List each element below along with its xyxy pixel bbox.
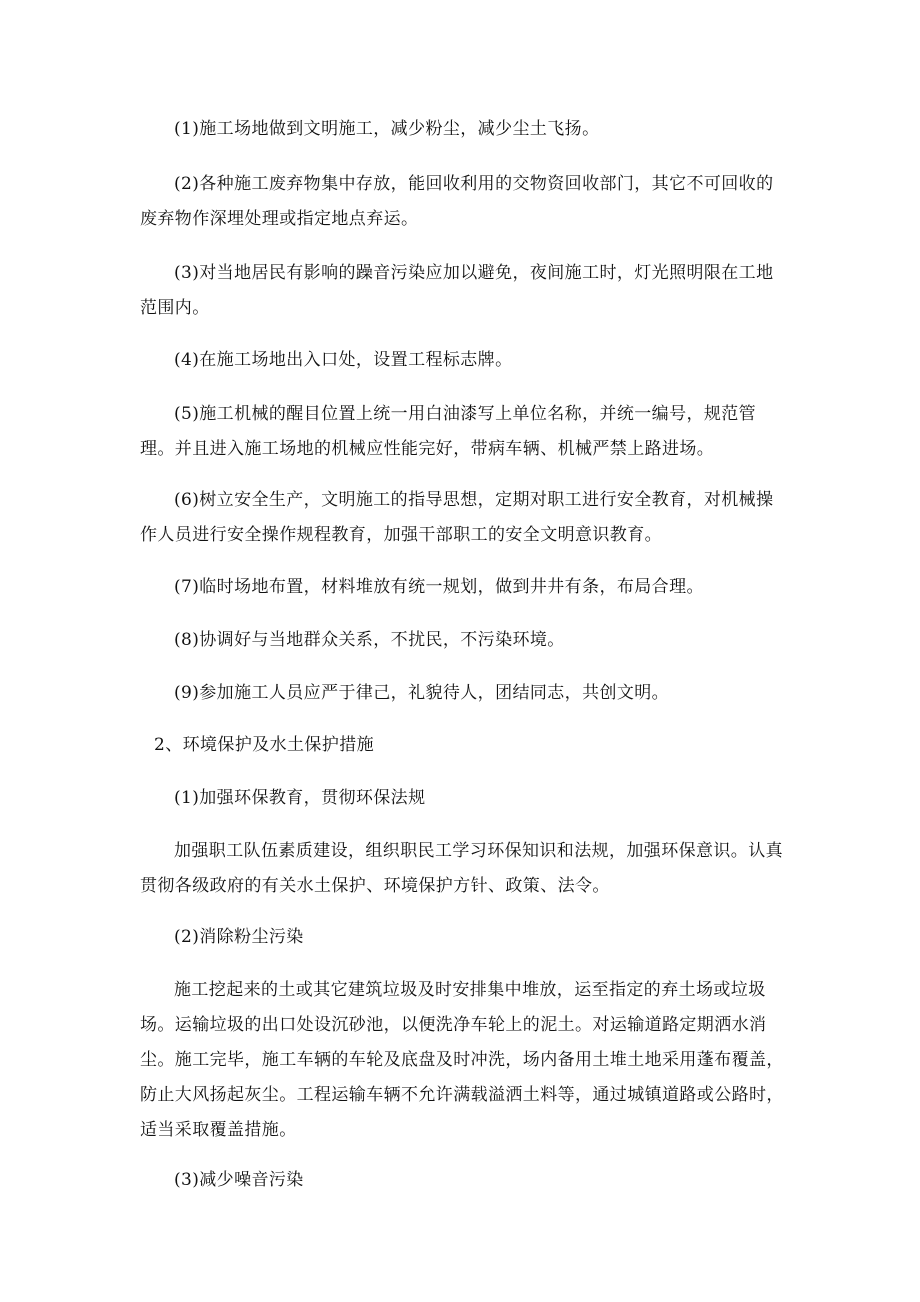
paragraph-site-layout: (7)临时场地布置，材料堆放有统一规划，做到井井有条，布局合理。 — [174, 577, 704, 597]
paragraph-site-sign: (4)在施工场地出入口处，设置工程标志牌。 — [174, 350, 513, 370]
subheading-environment-education: (1)加强环保教育，贯彻环保法规 — [174, 788, 426, 808]
paragraph-civilized-site: (1)施工场地做到文明施工，减少粉尘，减少尘土飞扬。 — [174, 119, 600, 139]
paragraph-staff-conduct: (9)参加施工人员应严于律己，礼貌待人，团结同志，共创文明。 — [174, 683, 670, 703]
paragraph-noise-lighting: (3)对当地居民有影响的躁音污染应加以避免，夜间施工时，灯光照明限在工地范围内。 — [140, 263, 774, 318]
paragraph-safety-education: (6)树立安全生产，文明施工的指导思想，定期对职工进行安全教育，对机械操作人员进行安全操作规程教育，加强干部职工的安全文明意识教育。 — [140, 490, 774, 545]
paragraph-machine-management: (5)施工机械的醒目位置上统一用白油漆写上单位名称，并统一编号，规范管理。并且进入施工场地的机械应性能完好，带病车辆、机械严禁上路进场。 — [140, 404, 757, 459]
paragraph-dust-pollution: 施工挖起来的土或其它建筑垃圾及时安排集中堆放，运至指定的弃土场或垃圾场。运输垃圾的出口处设沉砂池，以便洗净车轮上的泥土。对运输道路定期洒水消尘。施工完毕，施工车辆的车轮及底盘及时冲洗，场内备用土堆土地采用蓬布覆盖，防止大风扬起灰尘。工程运输车辆不允许满载溢洒土料等，通过城镇道路或公路时，适当采取覆盖措施。 — [140, 980, 784, 1140]
subheading-dust-pollution: (2)消除粉尘污染 — [174, 927, 304, 947]
subheading-noise-pollution: (3)减少噪音污染 — [174, 1170, 304, 1190]
section-heading-environment: 2、环境保护及水土保护措施 — [154, 735, 375, 755]
paragraph-community-relations: (8)协调好与当地群众关系，不扰民，不污染环境。 — [174, 630, 565, 650]
paragraph-environment-education: 加强职工队伍素质建设，组织职民工学习环保知识和法规，加强环保意识。认真贯彻各级政府的有关水土保护、环境保护方针、政策、法令。 — [140, 841, 783, 896]
paragraph-waste-storage: (2)各种施工废弃物集中存放，能回收利用的交物资回收部门，其它不可回收的废弃物作深埋处理或指定地点弃运。 — [140, 174, 774, 229]
